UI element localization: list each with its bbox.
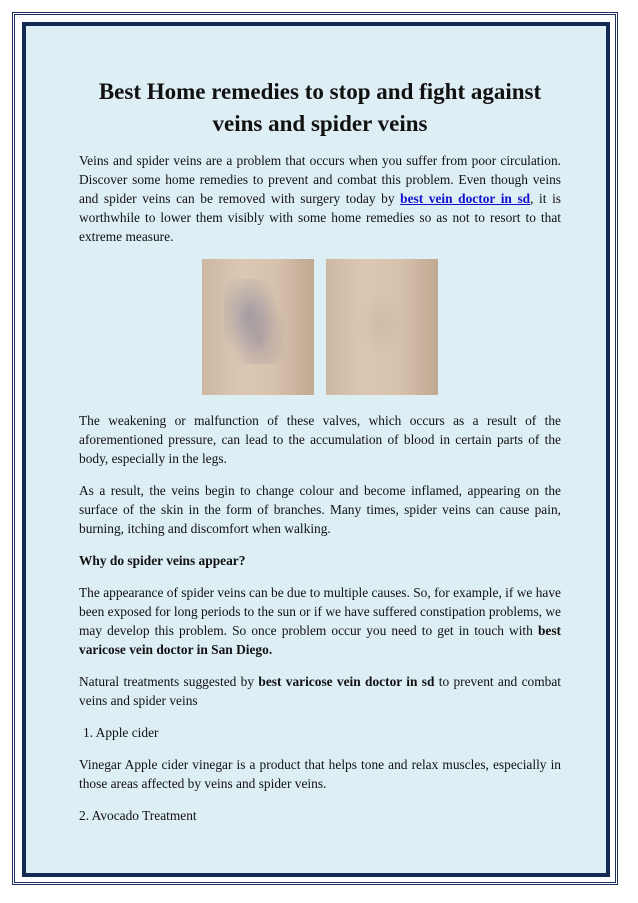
document-title: Best Home remedies to stop and fight against veins and spider veins xyxy=(98,79,542,136)
leg-after-image xyxy=(326,259,438,395)
causes-text: The appearance of spider veins can be due to multiple causes. So, for example, if we have been exposed for long periods to the sun or if we have suffered constipation problems, we may develop this problem. So once problem occur you need to get in touch with xyxy=(79,585,561,638)
treatments-text-before: Natural treatments suggested by xyxy=(79,674,259,689)
list-item-avocado: 2. Avocado Treatment xyxy=(79,808,197,823)
treatments-bold-text: best varicose vein doctor in sd xyxy=(258,674,435,689)
document-content xyxy=(79,76,561,838)
intro-text-after-link: , it is worthwhile to lower them visibly with some home remedies so as not to resort to that extreme measure. xyxy=(79,191,562,244)
list-item-apple-cider: 1. Apple cider xyxy=(83,725,159,740)
leg-before-image xyxy=(202,259,314,395)
best-vein-doctor-link[interactable]: best vein doctor in sd xyxy=(400,191,531,206)
causes-bold-text: best varicose vein doctor in San Diego. xyxy=(79,623,561,657)
intro-text-before-link: Veins and spider veins are a problem that occurs when you suffer from poor circulation. Discover some home remedies to prevent and combat this problem. Even though veins and spider veins can be removed with surgery today by xyxy=(79,153,561,206)
valves-paragraph: The weakening or malfunction of these valves, which occurs as a result of the aforementioned pressure, can lead to the accumulation of blood in certain parts of the body, especially in the legs. xyxy=(79,413,561,466)
why-spider-veins-heading: Why do spider veins appear? xyxy=(79,553,246,568)
natural-treatments-paragraph xyxy=(79,672,561,710)
causes-paragraph xyxy=(79,583,561,659)
before-after-images xyxy=(79,259,561,395)
apple-cider-paragraph: Vinegar Apple cider vinegar is a product that helps tone and relax muscles, especially in those areas affected by veins and spider veins. xyxy=(79,757,561,791)
intro-paragraph xyxy=(79,151,561,246)
veins-result-paragraph: As a result, the veins begin to change colour and become inflamed, appearing on the surface of the skin in the form of branches. Many times, spider veins can cause pain, burning, itching and discomfort when walking. xyxy=(79,483,561,536)
treatments-text-after: to prevent and combat veins and spider veins xyxy=(79,674,561,708)
